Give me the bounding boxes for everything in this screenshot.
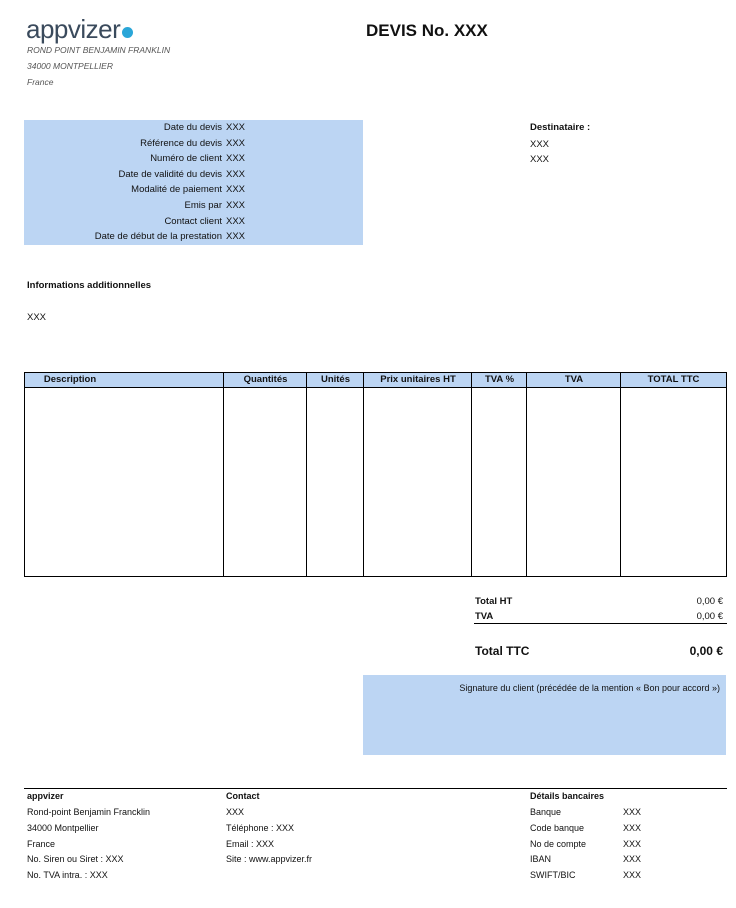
recipient-title: Destinataire : [530,122,591,133]
footer-contact-email: Email : XXX [226,839,275,849]
info-label: Modalité de paiement [131,184,222,195]
col-header-unit-price: Prix unitaires HT [380,374,456,385]
company-logo [26,14,133,45]
column-divider [363,373,364,576]
column-divider [471,373,472,576]
col-header-total-ttc: TOTAL TTC [647,374,700,385]
footer-company-line: No. TVA intra. : XXX [27,870,108,880]
bank-value: XXX [623,807,642,817]
bank-label: SWIFT/BIC [530,870,576,880]
bank-value: XXX [623,823,642,833]
quote-info-box [24,120,363,245]
quote-info-row [24,216,363,230]
bank-value: XXX [623,839,642,849]
info-label: Référence du devis [140,138,222,149]
footer-company-line: 34000 Montpellier [27,823,99,833]
info-label: Numéro de client [150,153,222,164]
total-ttc-value: 0,00 € [689,644,723,658]
recipient-line: XXX [530,154,550,165]
info-value: XXX [226,153,246,164]
bank-label: IBAN [530,854,552,864]
col-header-quantities: Quantités [243,374,288,385]
footer-contact-line: XXX [226,807,245,817]
footer-company-title: appvizer [27,791,64,801]
col-header-vat-percent: TVA % [484,374,515,385]
info-label: Emis par [184,200,222,211]
info-value: XXX [226,216,246,227]
tva-label: TVA [475,611,494,622]
column-divider [223,373,224,576]
footer-company-line: France [27,839,56,849]
quote-info-row [24,122,363,136]
additional-info-value: XXX [27,312,47,323]
col-header-vat: TVA [564,374,584,385]
footer-company-line: No. Siren ou Siret : XXX [27,854,124,864]
bank-label: Code banque [530,823,585,833]
info-label: Date de début de la prestation [94,231,222,242]
info-label: Contact client [164,216,222,227]
info-label: Date de validité du devis [118,169,222,180]
column-divider [306,373,307,576]
quote-info-row [24,184,363,198]
column-divider [620,373,621,576]
footer-bank-title: Détails bancaires [530,791,605,801]
totals-divider [474,623,727,624]
signature-label: Signature du client (précédée de la mention « Bon pour accord ») [459,683,720,693]
company-address-line: 34000 MONTPELLIER [27,61,113,71]
footer-contact-phone: Téléphone : XXX [226,823,295,833]
bank-label: Banque [530,807,562,817]
footer-contact-title: Contact [226,791,260,801]
quote-info-row [24,153,363,167]
total-ht-label: Total HT [475,596,513,607]
logo-dot-icon [122,27,133,38]
info-value: XXX [226,231,246,242]
info-value: XXX [226,169,246,180]
quote-info-row [24,200,363,214]
company-address-line: ROND POINT BENJAMIN FRANKLIN [27,45,171,55]
recipient-line: XXX [530,139,550,150]
bank-label: No de compte [530,839,587,849]
info-value: XXX [226,138,246,149]
quote-info-row [24,231,363,245]
col-header-description: Description [43,374,97,385]
info-value: XXX [226,184,246,195]
bank-value: XXX [623,854,642,864]
company-address-line: France [27,77,54,87]
total-ht-value: 0,00 € [696,596,723,607]
footer-contact-website: Site : www.appvizer.fr [226,854,313,864]
info-label: Date du devis [163,122,222,133]
additional-info-title: Informations additionnelles [27,280,152,291]
footer-company-line: Rond-point Benjamin Francklin [27,807,151,817]
bank-value: XXX [623,870,642,880]
col-header-units: Unités [320,374,351,385]
info-value: XXX [226,122,246,133]
info-value: XXX [226,200,246,211]
signature-box[interactable] [363,675,726,755]
logo-text: appvizer [26,14,121,44]
total-ttc-label: Total TTC [475,644,530,658]
items-table [24,372,727,577]
quote-info-row [24,138,363,152]
quote-info-row [24,169,363,183]
quote-title: DEVIS No. XXX [366,21,488,40]
footer-divider [24,788,727,789]
column-divider [526,373,527,576]
tva-value: 0,00 € [696,611,723,622]
